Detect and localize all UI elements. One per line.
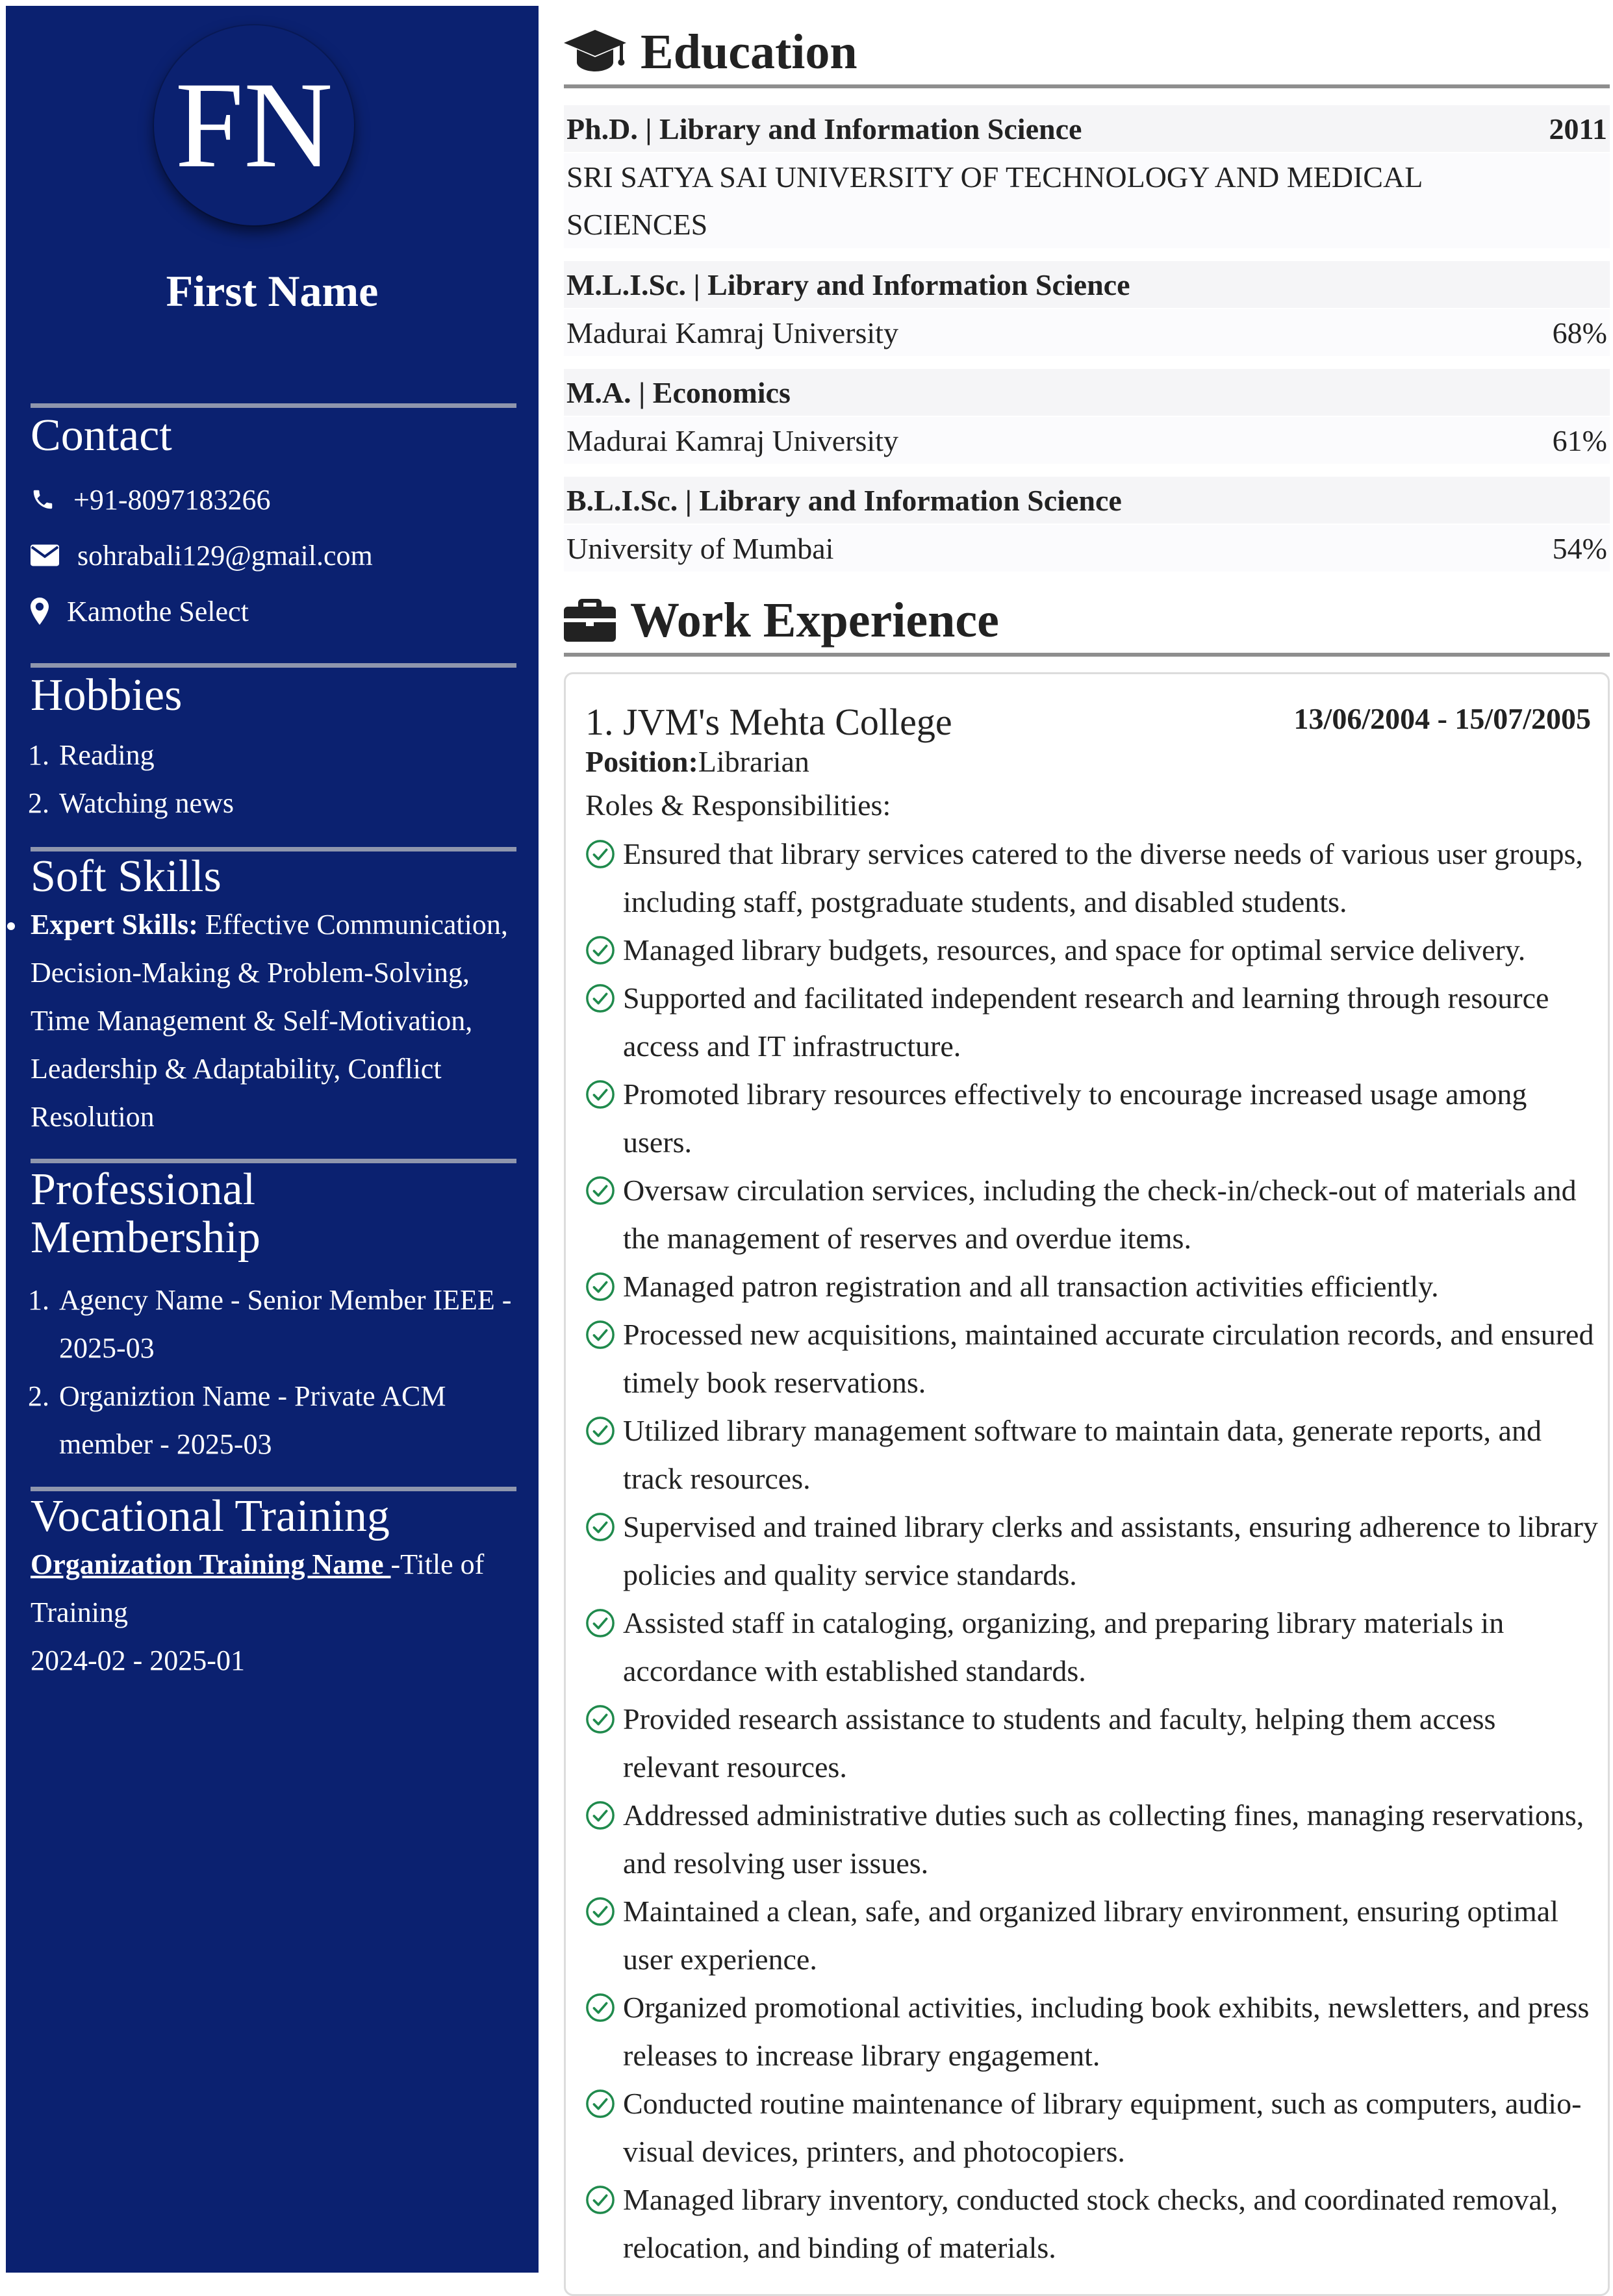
work-heading: Work Experience <box>630 592 999 648</box>
hobbies-section <box>28 663 516 827</box>
check-circle-icon <box>585 2089 615 2119</box>
check-circle-icon <box>585 983 615 1013</box>
check-circle-icon <box>585 935 615 965</box>
avatar-initials: FN <box>154 25 354 225</box>
responsibility-item <box>585 1503 1599 1599</box>
check-circle-icon <box>585 1176 615 1205</box>
check-circle-icon <box>585 1704 615 1734</box>
education-degree-row <box>564 261 1610 308</box>
responsibility-text: Managed patron registration and all transaction activities efficiently. <box>623 1270 1439 1303</box>
check-circle-icon <box>585 1320 615 1350</box>
responsibility-item <box>585 1311 1599 1407</box>
section-divider <box>31 1159 516 1163</box>
institution: SRI SATYA SAI UNIVERSITY OF TECHNOLOGY AND MEDICAL SCIENCES <box>566 160 1422 241</box>
roles-label: Roles & Responsibilities: <box>585 788 891 822</box>
sidebar <box>6 6 539 2273</box>
check-circle-icon <box>585 2185 615 2215</box>
check-circle-icon <box>585 1079 615 1109</box>
check-circle-icon <box>585 1800 615 1830</box>
responsibility-text: Oversaw circulation services, including the check-in/check-out of materials and the management of reserves and overdue items. <box>623 1174 1577 1255</box>
responsibility-text: Supervised and trained library clerks and assistants, ensuring adherence to library policies and quality service standards. <box>623 1510 1598 1591</box>
education-institution-row <box>564 153 1610 248</box>
education-header <box>564 19 1610 88</box>
education-institution-row <box>564 525 1610 572</box>
degree: M.L.I.Sc. | Library and Information Science <box>566 268 1130 301</box>
training-heading: Vocational Training <box>31 1491 390 1541</box>
job-position: Position:Librarian <box>585 745 809 778</box>
check-circle-icon <box>585 1512 615 1542</box>
phone-icon <box>31 487 55 512</box>
email-text: sohrabali129@gmail.com <box>77 539 373 572</box>
job-title: 1. JVM's Mehta College <box>585 701 952 743</box>
contact-heading: Contact <box>31 410 172 460</box>
responsibility-item <box>585 1167 1599 1263</box>
soft-skills-label: Expert Skills: <box>31 909 198 940</box>
candidate-name: First Name <box>166 266 379 316</box>
membership-item: 1. Agency Name - Senior Member IEEE - 2025-03 <box>28 1284 512 1364</box>
responsibilities-list <box>585 830 1599 2272</box>
education-institution-row <box>564 309 1610 356</box>
responsibility-text: Promoted library resources effectively to encourage increased usage among users. <box>623 1078 1527 1159</box>
graduation-cap-icon <box>564 29 626 75</box>
education-degree-row <box>564 369 1610 416</box>
map-marker-icon <box>31 598 49 625</box>
score: 68% <box>1552 316 1607 349</box>
training-title: -Title of Training <box>31 1548 485 1628</box>
responsibility-text: Addressed administrative duties such as collecting fines, managing reservations, and resolving user issues. <box>623 1798 1584 1880</box>
responsibility-text: Provided research assistance to students and faculty, helping them access relevant resources. <box>623 1702 1496 1784</box>
check-circle-icon <box>585 1608 615 1638</box>
responsibility-item <box>585 974 1599 1070</box>
responsibility-item <box>585 1070 1599 1167</box>
phone-text: +91-8097183266 <box>73 483 271 516</box>
responsibility-item <box>585 1984 1599 2080</box>
check-circle-icon <box>585 1416 615 1446</box>
check-circle-icon <box>585 1272 615 1302</box>
location-text: Kamothe Select <box>67 595 249 627</box>
responsibility-item <box>585 1695 1599 1791</box>
responsibility-item <box>585 2176 1599 2272</box>
training-org-link[interactable]: Organization Training Name <box>31 1548 391 1580</box>
bullet-dot <box>7 922 15 930</box>
responsibility-item <box>585 926 1599 974</box>
responsibility-text: Maintained a clean, safe, and organized library environment, ensuring optimal user experience. <box>623 1895 1558 1976</box>
training-section <box>31 1487 516 1685</box>
briefcase-icon <box>564 599 616 642</box>
hobby-item: 1. Reading <box>28 739 155 771</box>
responsibility-item <box>585 1599 1599 1695</box>
responsibility-item <box>585 2080 1599 2176</box>
membership-heading: Professional Membership <box>31 1165 260 1263</box>
job-dates: 13/06/2004 - 15/07/2005 <box>1293 702 1591 735</box>
section-divider <box>31 403 516 408</box>
institution: Madurai Kamraj University <box>566 423 898 457</box>
responsibility-text: Supported and facilitated independent research and learning through resource access and IT infrastructure. <box>623 981 1549 1063</box>
responsibility-text: Ensured that library services catered to the diverse needs of various user groups, including staff, postgraduate students, and disabled students. <box>623 837 1583 918</box>
degree: Ph.D. | Library and Information Science <box>566 112 1082 145</box>
responsibility-text: Utilized library management software to maintain data, generate reports, and track resources. <box>623 1414 1542 1495</box>
training-dates: 2024-02 - 2025-01 <box>31 1645 245 1676</box>
section-divider <box>31 1487 516 1491</box>
responsibility-item <box>585 1407 1599 1503</box>
responsibility-text: Managed library budgets, resources, and space for optimal service delivery. <box>623 933 1526 966</box>
training-text <box>31 1541 516 1637</box>
education-heading: Education <box>641 24 857 79</box>
section-divider <box>31 847 516 852</box>
check-circle-icon <box>585 1993 615 2023</box>
institution: University of Mumbai <box>566 531 834 565</box>
responsibility-text: Organized promotional activities, including book exhibits, newsletters, and press releases to increase library engagement. <box>623 1991 1590 2072</box>
responsibility-text: Assisted staff in cataloging, organizing, and preparing library materials in accordance with established standards. <box>623 1606 1505 1687</box>
responsibility-item <box>585 1263 1599 1311</box>
responsibility-item <box>585 1791 1599 1887</box>
education-degree-row <box>564 105 1610 152</box>
responsibility-text: Conducted routine maintenance of library equipment, such as computers, audio-visual devices, printers, and photocopiers. <box>623 2087 1582 2168</box>
soft-skills-section <box>31 847 516 1141</box>
education-degree-row <box>564 477 1610 524</box>
envelope-icon <box>31 544 59 566</box>
hobby-item: 2. Watching news <box>28 787 234 819</box>
job-card <box>564 672 1610 2296</box>
responsibility-item <box>585 1887 1599 1984</box>
work-header <box>564 588 1610 657</box>
degree-year: 2011 <box>1549 112 1607 145</box>
membership-section <box>28 1159 516 1469</box>
responsibility-text: Managed library inventory, conducted stock checks, and coordinated removal, relocation, and binding of materials. <box>623 2183 1558 2264</box>
score: 61% <box>1552 423 1607 457</box>
check-circle-icon <box>585 1897 615 1926</box>
institution: Madurai Kamraj University <box>566 316 898 349</box>
soft-skills-heading: Soft Skills <box>31 852 222 902</box>
soft-skills-list: Effective Communication, Decision-Making & Problem-Solving, Time Management & Self-Motivation, Leadership & Adaptability, Conflict Resolution <box>31 909 508 1133</box>
hobbies-heading: Hobbies <box>31 670 183 720</box>
contact-email[interactable] <box>31 527 516 583</box>
degree: B.L.I.Sc. | Library and Information Science <box>566 483 1122 517</box>
score: 54% <box>1552 531 1607 565</box>
contact-phone[interactable] <box>31 472 516 527</box>
responsibility-item <box>585 830 1599 926</box>
check-circle-icon <box>585 839 615 869</box>
contact-location <box>31 583 516 639</box>
contact-section <box>31 403 516 639</box>
soft-skills-text <box>31 901 516 1141</box>
education-institution-row <box>564 417 1610 464</box>
section-divider <box>31 663 516 668</box>
responsibility-text: Processed new acquisitions, maintained accurate circulation records, and ensured timely book reservations. <box>623 1318 1594 1399</box>
degree: M.A. | Economics <box>566 375 791 409</box>
membership-item: 2. Organiztion Name - Private ACM member - 2025-03 <box>28 1380 446 1460</box>
